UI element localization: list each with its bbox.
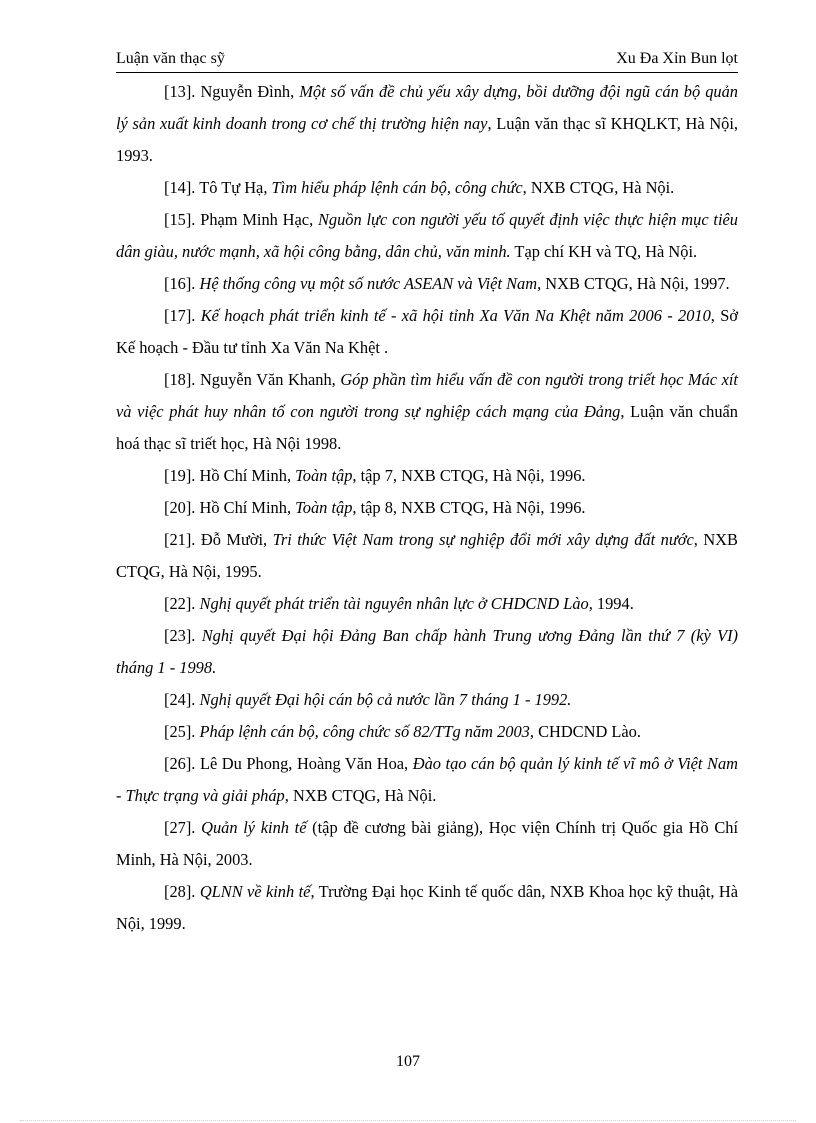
reference-entry bbox=[116, 748, 738, 812]
reference-title: Góp phần tìm hiểu vấn đề con người trong triết học Mác xít và việc phát huy nhân tố con người trong sự nghiệp cách mạng của Đảng bbox=[116, 370, 738, 421]
reference-entry bbox=[116, 364, 738, 460]
reference-publication: , tập 8, NXB CTQG, Hà Nội, 1996. bbox=[352, 498, 586, 517]
reference-publication: (tập đề cương bài giảng), Học viện Chính trị Quốc gia Hồ Chí Minh, Hà Nội, 2003. bbox=[116, 818, 739, 869]
reference-title: Kế hoạch phát triển kinh tế - xã hội tỉnh Xa Văn Na Khệt năm 2006 - 2010 bbox=[200, 306, 711, 325]
reference-entry bbox=[116, 716, 738, 748]
reference-author: Đỗ Mười, bbox=[200, 530, 268, 549]
reference-title: Pháp lệnh cán bộ, công chức số 82/TTg năm 2003, bbox=[199, 722, 534, 741]
reference-number: [15]. bbox=[164, 210, 196, 229]
reference-publication: NXB CTQG, Hà Nội, 1997. bbox=[541, 274, 730, 293]
reference-entry bbox=[116, 492, 738, 524]
header-thesis-label: Luận văn thạc sỹ bbox=[116, 50, 225, 67]
reference-author: Hồ Chí Minh, bbox=[199, 498, 292, 517]
reference-number: [20]. bbox=[164, 498, 196, 517]
reference-title: Quản lý kinh tế bbox=[201, 818, 307, 837]
reference-entry bbox=[116, 876, 738, 940]
reference-title: Nghị quyết Đại hội Đảng Ban chấp hành Trung ương Đảng lần thứ 7 (kỳ VI) tháng 1 - 1998. bbox=[116, 626, 738, 677]
reference-number: [25]. bbox=[164, 722, 196, 741]
reference-title: Nguồn lực con người yếu tố quyết định việc thực hiện mục tiêu dân giàu, nước mạnh, xã hội công bằng, dân chủ, văn minh. bbox=[116, 210, 738, 261]
reference-title: Toàn tập bbox=[295, 466, 353, 485]
reference-author: Lê Du Phong, Hoàng Văn Hoa, bbox=[199, 754, 409, 773]
reference-publication: , Sở Kế hoạch - Đầu tư tỉnh Xa Văn Na Khệt . bbox=[116, 306, 738, 357]
reference-author: Hồ Chí Minh, bbox=[199, 466, 292, 485]
reference-number: [16]. bbox=[164, 274, 196, 293]
reference-author: Tô Tự Hạ, bbox=[199, 178, 268, 197]
reference-author: Nguyễn Văn Khanh, bbox=[199, 370, 336, 389]
reference-title: Toàn tập bbox=[295, 498, 353, 517]
reference-number: [28]. bbox=[164, 882, 196, 901]
reference-publication: , Trường Đại học Kinh tế quốc dân, NXB Khoa học kỹ thuật, Hà Nội, 1999. bbox=[116, 882, 738, 933]
reference-entry bbox=[116, 76, 738, 172]
reference-title: Đào tạo cán bộ quản lý kinh tế vĩ mô ở Việt Nam - Thực trạng và giải pháp bbox=[116, 754, 739, 805]
reference-publication: Tạp chí KH và TQ, Hà Nội. bbox=[510, 242, 698, 261]
reference-number: [13]. bbox=[164, 82, 196, 101]
reference-number: [19]. bbox=[164, 466, 196, 485]
page-header bbox=[116, 50, 738, 73]
reference-publication: 1994. bbox=[592, 594, 634, 613]
reference-entry bbox=[116, 268, 738, 300]
reference-title: Một số vấn đề chủ yếu xây dựng, bồi dưỡng đội ngũ cán bộ quản lý sản xuất kinh doanh trong cơ chế thị trường hiện nay bbox=[116, 82, 738, 133]
reference-author: Nguyễn Đình, bbox=[200, 82, 295, 101]
reference-entry bbox=[116, 204, 738, 268]
reference-number: [18]. bbox=[164, 370, 196, 389]
reference-number: [26]. bbox=[164, 754, 196, 773]
reference-publication: CHDCND Lào. bbox=[533, 722, 641, 741]
reference-number: [22]. bbox=[164, 594, 196, 613]
header-author: Xu Đa Xỉn Bun lọt bbox=[616, 50, 738, 67]
reference-entry bbox=[116, 812, 738, 876]
reference-number: [21]. bbox=[164, 530, 196, 549]
reference-publication: , Luận văn chuẩn hoá thạc sĩ triết học, Hà Nội 1998. bbox=[116, 402, 739, 453]
page-number: 107 bbox=[396, 1053, 420, 1070]
reference-entry bbox=[116, 620, 738, 684]
reference-number: [17]. bbox=[164, 306, 196, 325]
reference-title: Nghị quyết Đại hội cán bộ cả nước lần 7 tháng 1 - 1992. bbox=[199, 690, 572, 709]
reference-publication: , NXB CTQG, Hà Nội. bbox=[522, 178, 675, 197]
page-bottom-divider bbox=[20, 1120, 796, 1121]
reference-publication: , tập 7, NXB CTQG, Hà Nội, 1996. bbox=[352, 466, 586, 485]
reference-publication: , NXB CTQG, Hà Nội, 1995. bbox=[116, 530, 738, 581]
reference-entry bbox=[116, 460, 738, 492]
reference-title: Hệ thống công vụ một số nước ASEAN và Việt Nam, bbox=[199, 274, 542, 293]
reference-number: [14]. bbox=[164, 178, 196, 197]
reference-number: [24]. bbox=[164, 690, 196, 709]
reference-entry bbox=[116, 300, 738, 364]
reference-number: [27]. bbox=[164, 818, 196, 837]
reference-title: Nghị quyết phát triển tài nguyên nhân lực ở CHDCND Lào, bbox=[199, 594, 593, 613]
reference-publication: , NXB CTQG, Hà Nội. bbox=[284, 786, 437, 805]
reference-number: [23]. bbox=[164, 626, 196, 645]
reference-list bbox=[116, 76, 738, 940]
reference-entry bbox=[116, 588, 738, 620]
reference-entry bbox=[116, 684, 738, 716]
reference-title: Tri thức Việt Nam trong sự nghiệp đổi mới xây dựng đất nước bbox=[272, 530, 694, 549]
reference-entry bbox=[116, 524, 738, 588]
reference-author: Phạm Minh Hạc, bbox=[200, 210, 314, 229]
reference-entry bbox=[116, 172, 738, 204]
reference-title: Tìm hiểu pháp lệnh cán bộ, công chức bbox=[271, 178, 523, 197]
reference-title: QLNN về kinh tế bbox=[199, 882, 311, 901]
reference-publication: , Luận văn thạc sĩ KHQLKT, Hà Nội, 1993. bbox=[116, 114, 739, 165]
